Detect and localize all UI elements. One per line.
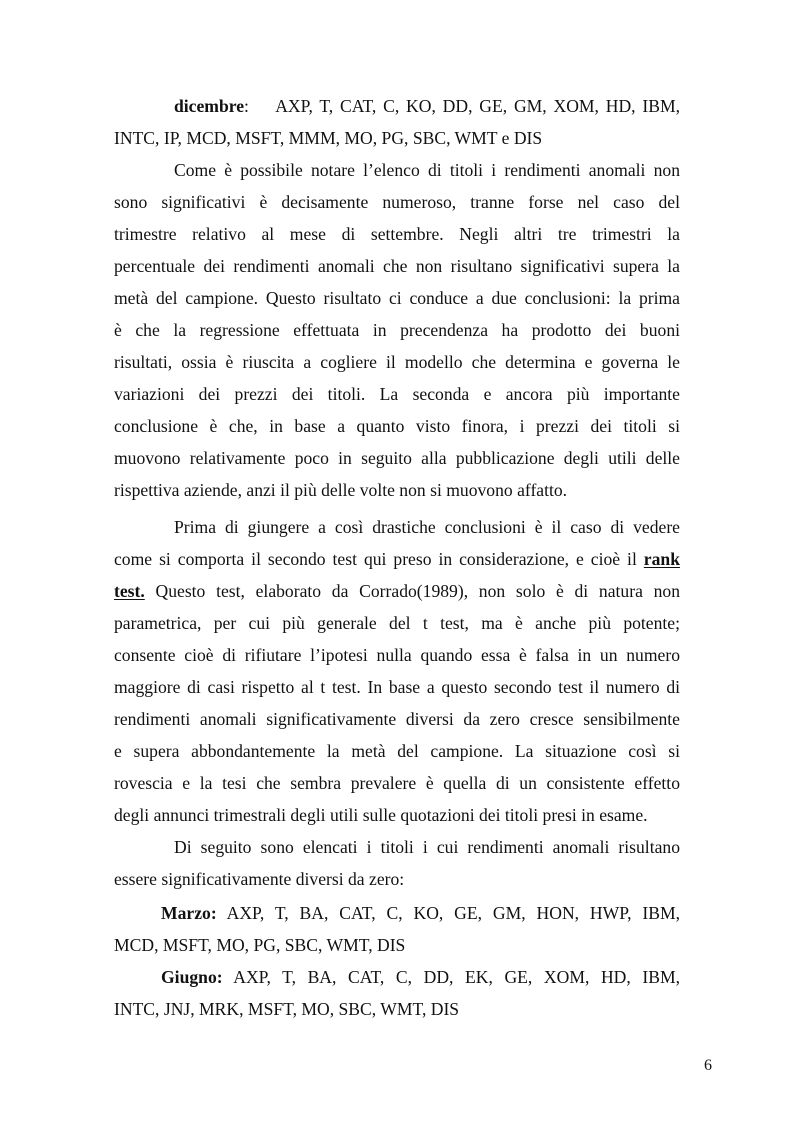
p2-line [114, 543, 680, 575]
dicembre-line-1 [174, 90, 680, 122]
p2-line-3-text: Questo test, elaborato da Corrado(1989), non solo è di natura non [144, 581, 680, 601]
dicembre-line-2: INTC, IP, MCD, MSFT, MMM, MO, PG, SBC, WMT e DIS [114, 128, 543, 148]
dicembre-label: dicembre [174, 96, 245, 116]
p2-line: maggiore di casi rispetto al t test. In base a questo secondo test il numero di [114, 677, 680, 697]
rank-test-term-cont: test. [114, 581, 145, 601]
p2-line: consente cioè di rifiutare l’ipotesi nulla quando essa è falsa in un numero [114, 645, 680, 665]
dicembre-list-a: AXP, T, CAT, C, KO, DD, GE, GM, XOM, HD, IBM, [275, 96, 681, 116]
p2-line-2-text: come si comporta il secondo test qui preso in considerazione, e cioè il [114, 549, 637, 569]
p2-line: Prima di giungere a così drastiche conclusioni è il caso di vedere [174, 517, 680, 537]
marzo-line-1 [161, 897, 680, 929]
p1-line: Come è possibile notare l’elenco di titoli i rendimenti anomali non [174, 160, 680, 180]
p2-line [114, 575, 680, 607]
giugno-label: Giugno: [161, 967, 223, 987]
p1-line: metà del campione. Questo risultato ci conduce a due conclusioni: la prima [114, 288, 680, 308]
p1-line: è che la regressione effettuata in precendenza ha prodotto dei buoni [114, 320, 680, 340]
p1-line-last: rispettiva aziende, anzi il più delle volte non si muovono affatto. [114, 480, 568, 500]
p1-line: conclusione è che, in base a quanto visto finora, i prezzi dei titoli si [114, 416, 680, 436]
rank-test-term: rank [643, 549, 680, 569]
dicembre-colon: : [244, 96, 249, 116]
p2-line: parametrica, per cui più generale del t test, ma è anche più potente; [114, 613, 680, 633]
giugno-line-2: INTC, JNJ, MRK, MSFT, MO, SBC, WMT, DIS [114, 999, 460, 1019]
marzo-list-a: AXP, T, BA, CAT, C, KO, GE, GM, HON, HWP, IBM, [226, 903, 680, 923]
p1-line: percentuale dei rendimenti anomali che non risultano significativi supera la [114, 256, 680, 276]
p1-line: trimestre relativo al mese di settembre. Negli altri tre trimestri la [114, 224, 680, 244]
p2-line: rendimenti anomali significativamente diversi da zero cresce sensibilmente [114, 709, 680, 729]
p1-line: variazioni dei prezzi dei titoli. La seconda e ancora più importante [114, 384, 680, 404]
p3-line-last: essere significativamente diversi da zero: [114, 869, 405, 889]
marzo-label: Marzo: [161, 903, 217, 923]
p2-line: rovescia e la tesi che sembra prevalere è quella di un consistente effetto [114, 773, 680, 793]
p2-line: e supera abbondantemente la metà del campione. La situazione così si [114, 741, 680, 761]
p1-line: muovono relativamente poco in seguito alla pubblicazione degli utili delle [114, 448, 680, 468]
giugno-line-1 [161, 961, 680, 993]
p2-line-last: degli annunci trimestrali degli utili sulle quotazioni dei titoli presi in esame. [114, 805, 648, 825]
marzo-line-2: MCD, MSFT, MO, PG, SBC, WMT, DIS [114, 935, 406, 955]
p1-line: risultati, ossia è riuscita a cogliere il modello che determina e governa le [114, 352, 680, 372]
giugno-list-a: AXP, T, BA, CAT, C, DD, EK, GE, XOM, HD, IBM, [233, 967, 680, 987]
page-number: 6 [704, 1057, 712, 1074]
p3-line: Di seguito sono elencati i titoli i cui rendimenti anomali risultano [174, 837, 680, 857]
p1-line: sono significativi è decisamente numeroso, tranne forse nel caso del [114, 192, 680, 212]
